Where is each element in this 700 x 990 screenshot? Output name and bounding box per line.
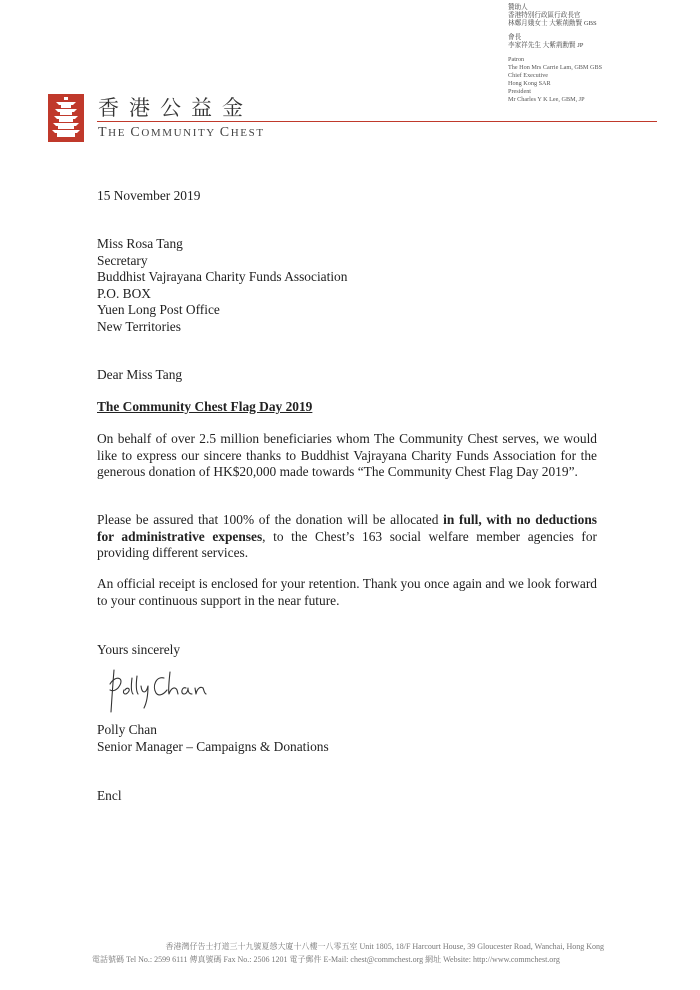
recipient-line: Miss Rosa Tang (97, 236, 183, 251)
zh-president-title: 會長 (508, 34, 522, 41)
zh-president-line: 李家祥先生 大紫荊勳賢 JP (508, 42, 584, 49)
en-patron-name: The Hon Mrs Carrie Lam, GBM GBS (508, 64, 603, 71)
en-patron-title: Patron (508, 56, 525, 63)
recipient-line: Secretary (97, 252, 148, 268)
recipient-line: Yuen Long Post Office (97, 302, 220, 317)
logo-en-hest: HEST (230, 127, 265, 139)
zh-patron-line2: 林鄭月娥女士 大紫荊勳賢 GBS (508, 20, 597, 27)
para2-emphasis: in full, with no deductions for administrative expenses (97, 512, 597, 544)
closing: Yours sincerely (97, 642, 181, 657)
paragraph-receipt: An official receipt is enclosed for your retention. Thank you once again and we look forward to your continuous support in the near future. (97, 576, 597, 608)
zh-patron-line1: 香港特別行政區行政長官 (508, 12, 581, 19)
logo-en-ommunity: OMMUNITY (141, 127, 220, 139)
salutation: Dear Miss Tang (97, 367, 183, 382)
en-president-name: Mr Charles Y K Lee, GBM, JP (508, 96, 585, 103)
logo-chinese-name: 香港公益金 (98, 96, 253, 120)
handwritten-signature (104, 664, 214, 716)
recipient-address (97, 236, 347, 335)
recipient-line: New Territories (97, 318, 181, 334)
paragraph-allocation (97, 512, 597, 562)
patron-president-block (508, 4, 698, 104)
letter-subject: The Community Chest Flag Day 2019 (97, 399, 313, 414)
signer-title: Senior Manager – Campaigns & Donations (97, 739, 329, 754)
header-rule (97, 121, 657, 122)
logo-english-name (98, 125, 265, 141)
en-patron-role1: Chief Executive (508, 72, 549, 79)
para2-end: , to the Chest’s 163 social welfare member agencies for providing different services. (97, 528, 597, 560)
enclosure-note: Encl (97, 788, 122, 803)
logo-en-c2: C (219, 125, 231, 140)
footer-address: 香港灣仔告士打道三十九號夏愨大廈十八樓一八零五室 Unit 1805, 18/F Harcourt House, 39 Gloucester Road, Wanchai, Hong Kong (165, 942, 604, 951)
paragraph-thanks: On behalf of over 2.5 million beneficiaries whom The Community Chest serves, we would like to express our sincere thanks to Buddhist Vajrayana Charity Funds Association for the generous donation of HK$20,000 made towards “The Community Chest Flag Day 2019”. (97, 431, 597, 479)
footer-contact: 電話號碼 Tel No.: 2599 6111 傳真號碼 Fax No.: 2506 1201 電子郵件 E-Mail: chest@commchest.org 網址 Website: http://www.commchest.org (92, 955, 560, 964)
zh-patron-title: 贊助人 (508, 4, 528, 11)
en-patron-role2: Hong Kong SAR (508, 80, 551, 87)
logo-en-c1: C (130, 125, 142, 140)
signer-name: Polly Chan (97, 722, 157, 737)
en-president-title: President (508, 88, 532, 95)
letter-date: 15 November 2019 (97, 188, 201, 203)
logo-en-t: T (98, 125, 109, 140)
para2-start: Please be assured that 100% of the donation will be allocated (97, 512, 444, 527)
recipient-line: P.O. BOX (97, 285, 151, 301)
pagoda-icon (48, 94, 84, 142)
logo-en-he: HE (108, 127, 131, 139)
recipient-line: Buddhist Vajrayana Charity Funds Association (97, 269, 348, 284)
